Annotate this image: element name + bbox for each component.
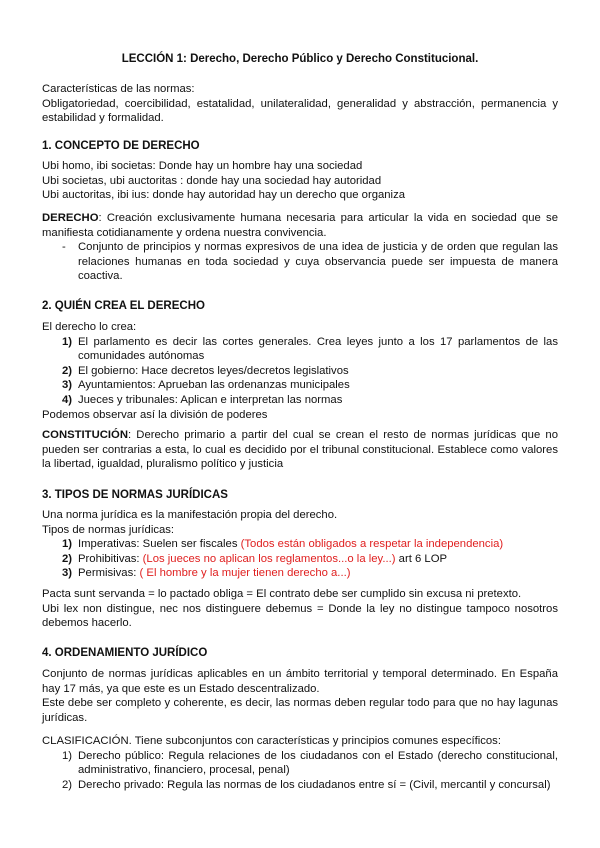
list-text: Imperativas: Suelen ser fiscales: [78, 538, 241, 551]
list-number: 1): [62, 538, 73, 551]
clasificacion-text: CLASIFICACIÓN. Tiene subconjuntos con características y principios comunes específicos:: [42, 735, 501, 747]
latin-line: Ubi societas, ubi auctoritas : donde hay una sociedad hay autoridad: [42, 174, 382, 187]
section-3: [42, 488, 558, 503]
list-text: Derecho público: Regula relaciones de los ciudadanos con el Estado (derecho constitucional, administrativo, financiero, procesal, penal): [78, 749, 558, 777]
constitucion-text: : Derecho primario a partir del cual se crean el resto de normas jurídicas que no pueden ser contrarias a esta, lo cual es decidido por el tribunal constitucional. Establece como valores la libertad, igualdad, pluralismo político y justicia: [42, 429, 558, 471]
dash-text: Conjunto de principios y normas expresivos de una idea de justicia y de orden que regulan las relaciones humanas en toda sociedad y cuya observancia puede ser impuesta de manera coactiva.: [78, 241, 558, 283]
list-item: [42, 566, 558, 581]
section-3-line1: Una norma jurídica es la manifestación propia del derecho.: [42, 509, 338, 521]
red-note: (Los jueces no aplican los reglamentos...o la ley...): [142, 552, 396, 565]
list-item: [42, 364, 558, 379]
list-item: [42, 393, 558, 408]
list-number: 2): [62, 552, 73, 565]
list-tail: art 6 LOP: [395, 552, 448, 565]
section-3-body: [42, 508, 558, 581]
list-number: 2): [62, 364, 73, 377]
constitucion-definition: [42, 428, 558, 472]
section-1-latin: [42, 159, 558, 203]
section-4-p1: Conjunto de normas jurídicas aplicables en un ámbito territorial y temporal determinado. En España hay 17 más, ya que este es un Estado descentralizado.: [42, 668, 558, 695]
list-number: 1): [62, 749, 73, 762]
red-note: (Todos están obligados a respetar la independencia): [240, 538, 504, 551]
section-4-body: [42, 667, 558, 725]
section-2-after: Podemos observar así la división de poderes: [42, 408, 268, 421]
constitucion-paragraph: [42, 428, 558, 472]
list-text: Derecho privado: Regula las normas de los ciudadanos entre sí = (Civil, mercantil y concursal): [78, 778, 551, 791]
pacta-sunt-servanda: Pacta sunt servanda = lo pactado obliga = El contrato debe ser cumplido sin excusa ni pretexto.: [42, 588, 522, 600]
intro-label: Características de las normas:: [42, 83, 195, 95]
latin-line: Ubi homo, ibi societas: Donde hay un hombre hay una sociedad: [42, 160, 363, 172]
red-note: ( El hombre y la mujer tienen derecho a...): [139, 567, 351, 580]
latin-line: Ubi auctoritas, ibi ius: donde hay autoridad hay un derecho que organiza: [42, 189, 405, 202]
section-3-line2: Tipos de normas jurídicas:: [42, 523, 175, 536]
list-text: Ayuntamientos: Aprueban las ordenanzas municipales: [78, 379, 350, 392]
derecho-definition: [42, 211, 558, 284]
list-text: El gobierno: Hace decretos leyes/decretos legislativos: [78, 364, 349, 377]
list-item: [42, 537, 558, 552]
section-3-heading: 3. TIPOS DE NORMAS JURÍDICAS: [42, 489, 228, 501]
derecho-text: : Creación exclusivamente humana necesaria para articular la vida en sociedad que se manifiesta cotidianamente y ordena nuestra convivencia.: [42, 212, 558, 239]
list-text: Prohibitivas:: [78, 552, 143, 565]
section-4-heading: 4. ORDENAMIENTO JURÍDICO: [42, 647, 208, 659]
section-4-p2: Este debe ser completo y coherente, es decir, las normas deben regular todo para que no hay lagunas jurídicas.: [42, 697, 558, 724]
section-2-intro: El derecho lo crea:: [42, 321, 137, 333]
intro-section: [42, 82, 558, 126]
clasificacion: [42, 734, 558, 792]
section-1: [42, 139, 558, 154]
list-number: 3): [62, 379, 73, 392]
list-text: Permisivas:: [78, 567, 140, 580]
list-text: El parlamento es decir las cortes generales. Crea leyes junto a los 17 parlamentos de las comunidades autónomas: [78, 335, 558, 363]
section-2-body: [42, 320, 558, 422]
section-1-heading: 1. CONCEPTO DE DERECHO: [42, 140, 200, 152]
latin-maxims: [42, 587, 558, 631]
derecho-paragraph: [42, 211, 558, 240]
list-item: [42, 749, 558, 778]
list-number: 2): [62, 778, 73, 791]
list-number: 3): [62, 567, 73, 580]
intro-text: Obligatoriedad, coercibilidad, estatalidad, unilateralidad, generalidad y abstracción, permanencia y estabilidad y formalidad.: [42, 97, 558, 125]
derecho-dash-item: [42, 240, 558, 284]
list-item: [42, 378, 558, 393]
list-item: [42, 335, 558, 364]
list-text: Jueces y tribunales: Aplican e interpretan las normas: [78, 393, 343, 406]
list-item: [42, 552, 558, 567]
section-2-heading: 2. QUIÉN CREA EL DERECHO: [42, 300, 205, 312]
list-number: 1): [62, 335, 73, 348]
section-2: [42, 299, 558, 314]
section-4: [42, 646, 558, 661]
list-number: 4): [62, 393, 73, 406]
ubi-lex: Ubi lex non distingue, nec nos distinguere debemus = Donde la ley no distingue tampoco nosotros debemos hacerlo.: [42, 602, 558, 630]
derecho-term: DERECHO: [42, 212, 99, 224]
list-item: [42, 778, 558, 793]
dash-marker: -: [62, 241, 66, 254]
constitucion-term: CONSTITUCIÓN: [42, 429, 128, 441]
lesson-title: LECCIÓN 1: Derecho, Derecho Público y Derecho Constitucional.: [121, 53, 479, 65]
